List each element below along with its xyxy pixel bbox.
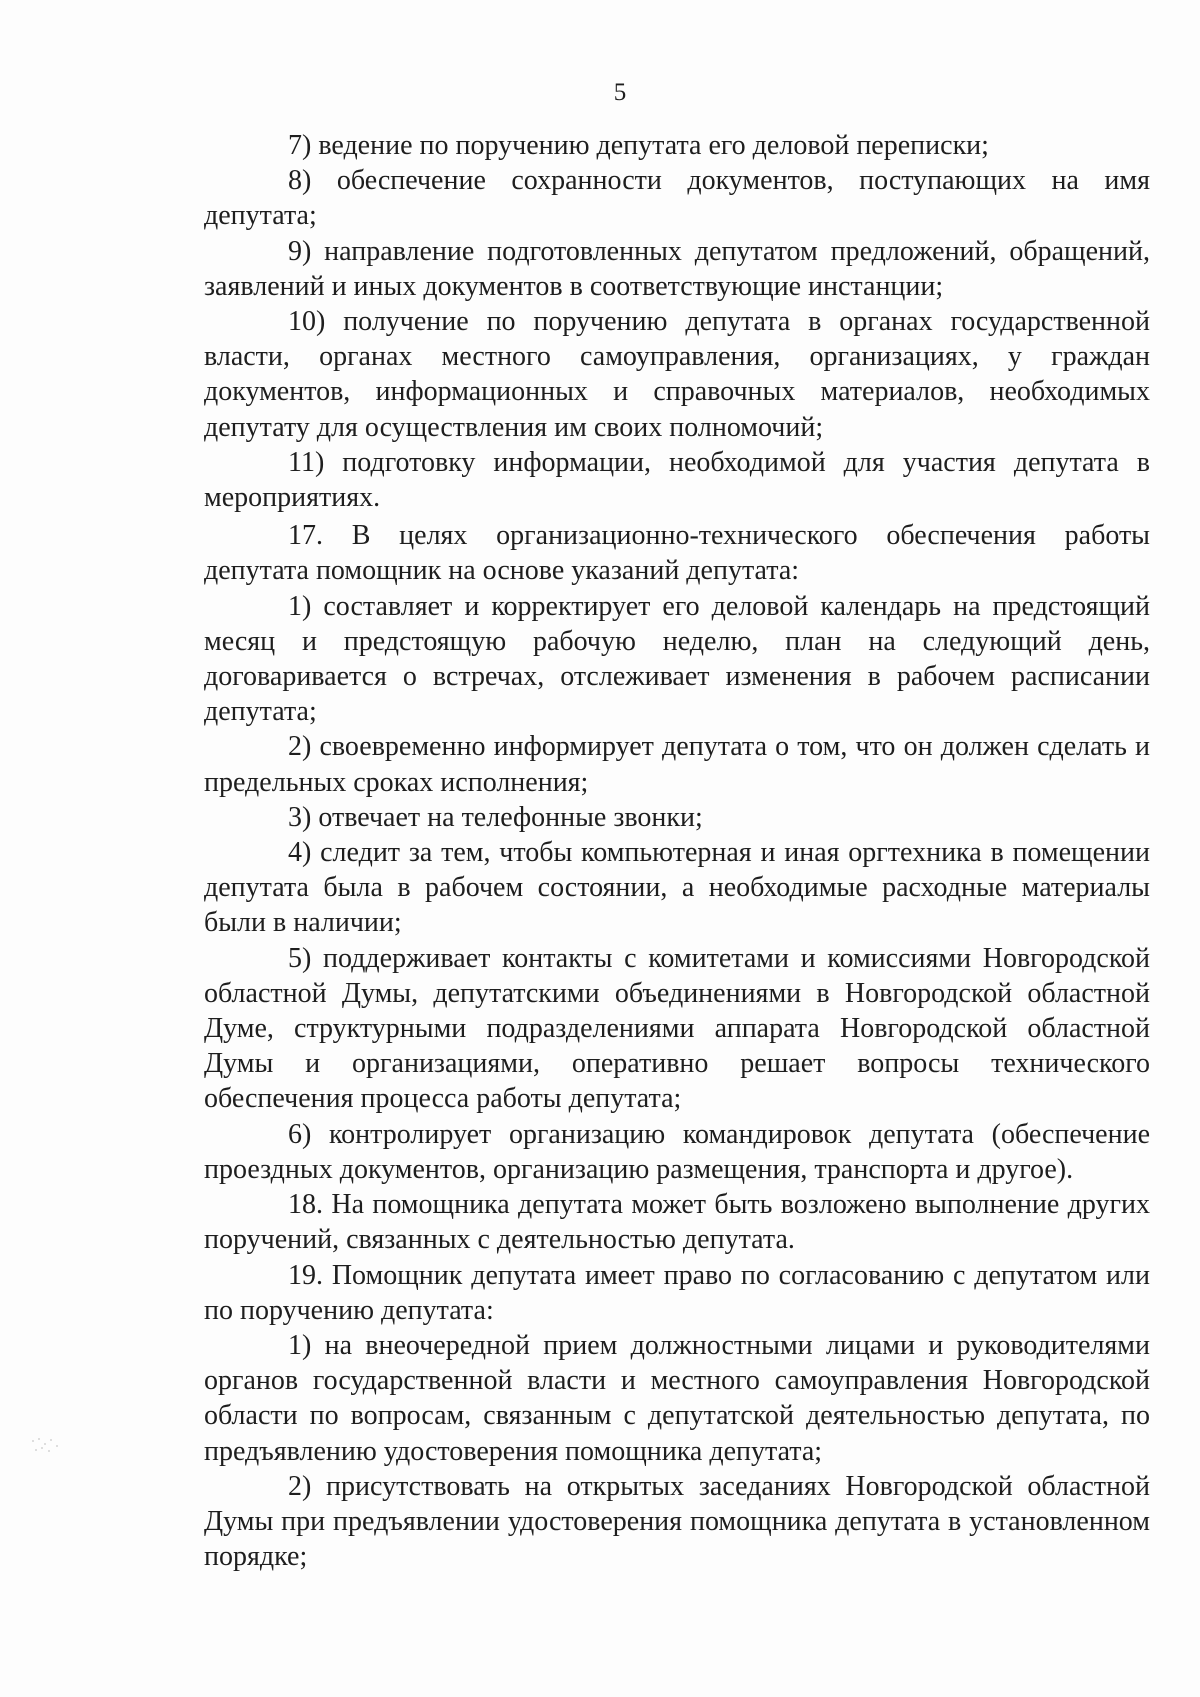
scan-speck [30,1436,64,1454]
paragraph-clause-17: 17. В целях организационно-технического обеспечения работы депутата помощник на основе указаний депутата: [204,520,1150,587]
paragraph-7-item: 7) ведение по поручению депутата его деловой переписки; [288,130,989,161]
paragraph-17-item-6: 6) контролирует организацию командировок депутата (обеспечение проездных документов, организацию размещения, транспорта и другое). [204,1118,1150,1185]
paragraph-clause-18: 18. На помощника депутата может быть возложено выполнение других поручений, связанных с деятельностью депутата. [204,1189,1150,1256]
paragraph-17-item-1: 1) составляет и корректирует его деловой календарь на предстоящий месяц и предстоящую рабочую неделю, план на следующий день, договаривается о встречах, отслеживает изменения в рабочем расписании депутата; [204,590,1150,728]
paragraph-10-item: 10) получение по поручению депутата в органах государственной власти, органах местного самоуправления, организациях, у граждан документов, информационных и справочных материалов, необходимых депутату для осуществления им своих полномочий; [204,306,1150,443]
paragraph-8-item: 8) обеспечение сохранности документов, поступающих на имя депутата; [204,165,1150,232]
paragraph-17-item-3: 3) отвечает на телефонные звонки; [288,801,703,833]
page-number: 5 [613,79,627,106]
paragraph-17-item-4: 4) следит за тем, чтобы компьютерная и иная оргтехника в помещении депутата была в рабочем состоянии, а необходимые расходные материалы были в наличии; [204,837,1150,939]
paragraph-17-item-5: 5) поддерживает контакты с комитетами и комиссиями Новгородской областной Думы, депутатскими объединениями в Новгородской областной Думе, структурными подразделениями аппарата Новгородской областной Думы и организациями, оперативно решает вопросы технического обеспечения процесса работы депутата; [204,942,1150,1115]
paragraph-11-item: 11) подготовку информации, необходимой для участия депутата в мероприятиях. [204,446,1150,514]
paragraph-19-item-1: 1) на внеочередной прием должностными лицами и руководителями органов государственной власти и местного самоуправления Новгородской области по вопросам, связанным с депутатской деятельностью депутата, по предъявлению удостоверения помощника депутата; [204,1329,1150,1467]
paragraph-9-item: 9) направление подготовленных депутатом предложений, обращений, заявлений и иных документов в соответствующие инстанции; [204,235,1150,302]
document-body [204,128,1150,1574]
paragraph-19-item-2: 2) присутствовать на открытых заседаниях Новгородской областной Думы при предъявлении удостоверения помощника депутата в установленном порядке; [204,1470,1150,1573]
paragraph-clause-19: 19. Помощник депутата имеет право по согласованию с депутатом или по поручению депутата: [204,1259,1150,1326]
paragraph-17-item-2: 2) своевременно информирует депутата о том, что он должен сделать и предельных сроках исполнения; [204,731,1150,798]
